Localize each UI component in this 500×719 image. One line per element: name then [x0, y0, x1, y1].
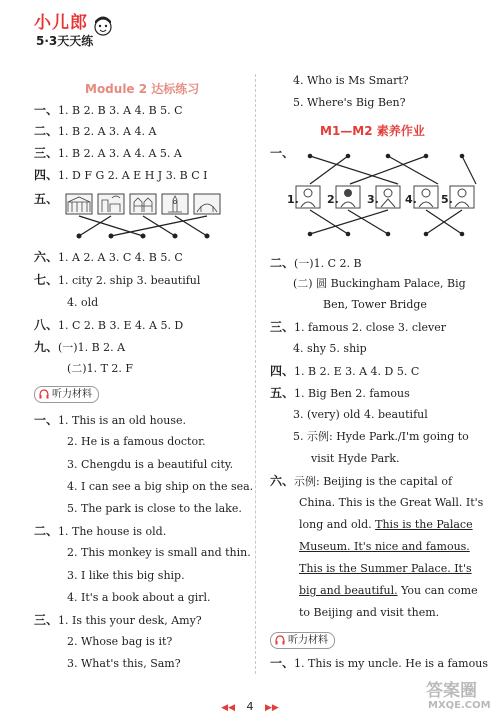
script-line: 2. This monkey is small and thin. [67, 546, 251, 559]
section-number: 一、 [270, 656, 295, 670]
answer-text: 示例: Beijing is the capital of [294, 475, 453, 488]
landmark-picture-4 [162, 194, 188, 214]
right-r4-row [270, 364, 419, 379]
left-s9-line2: (二)1. T 2. F [67, 362, 134, 375]
answer-text-row [299, 584, 478, 598]
script-line: 2. He is a famous doctor. [67, 435, 206, 448]
answer-text: long and old. [299, 518, 372, 531]
answer-text: 1. Big Ben 2. famous [294, 387, 410, 400]
script-line: 5. Where's Big Ben? [293, 96, 406, 109]
left-s1-row [34, 103, 183, 118]
script-line: 1. Is this your desk, Amy? [58, 614, 202, 627]
person-picture-5 [450, 186, 474, 208]
right-last-row [270, 656, 488, 671]
script-line: 5. The park is close to the lake. [67, 502, 242, 515]
listening-material-tag [34, 386, 99, 403]
answer-text: You can come [397, 584, 478, 597]
answer-text: 1. B 2. B 3. A 4. B 5. C [58, 104, 183, 117]
listening-label: 听力材料 [288, 635, 328, 646]
picture-number: 2. [327, 193, 339, 206]
left-s3-row [34, 146, 182, 161]
picture-number: 4. [405, 193, 417, 206]
brand-logo [34, 8, 114, 52]
watermark [420, 670, 496, 716]
answer-text: to Beijing and visit them. [299, 606, 440, 619]
script-line: 3. What's this, Sam? [67, 657, 181, 670]
section-number: 一、 [34, 103, 59, 117]
headphones-icon [39, 389, 49, 399]
script-line: 4. Who is Ms Smart? [293, 74, 409, 87]
picture-number: 5. [441, 193, 453, 206]
watermark-title: 答案圈 [426, 681, 477, 701]
column-divider [255, 74, 257, 674]
answer-text: visit Hyde Park. [311, 452, 400, 465]
section-number: 五、 [34, 192, 59, 206]
right-arrows-icon: ▶▶ [265, 703, 279, 713]
logo-top-text: 小儿郎 [34, 13, 88, 33]
person-picture-1 [296, 186, 320, 208]
script-line: 1. The house is old. [58, 525, 167, 538]
left-s6-row [34, 250, 183, 265]
script-line: 2. Whose bag is it? [67, 635, 173, 648]
listening-material-tag [270, 632, 335, 649]
headphones-icon [275, 635, 285, 645]
left-s9-row [34, 340, 125, 355]
section-number: 八、 [34, 318, 59, 332]
section-number: 九、 [34, 340, 59, 354]
section-number: 二、 [34, 124, 59, 138]
section-number: 一、 [34, 413, 59, 427]
section-number: 一、 [270, 146, 295, 160]
right-r5-row [270, 386, 410, 401]
answer-text: 1. B 2. A 3. A 4. A 5. A [58, 147, 182, 160]
underlined-text: This is the Palace [375, 518, 473, 531]
section-number: 五、 [270, 386, 295, 400]
right-r3-row [270, 320, 446, 335]
answer-text: 5. 示例: Hyde Park./I'm going to [293, 430, 469, 443]
answer-text: 1. city 2. ship 3. beautiful [58, 274, 201, 287]
left-s8-row [34, 318, 183, 333]
answer-text: 1. famous 2. close 3. clever [294, 321, 447, 334]
section-number: 四、 [34, 168, 59, 182]
script-line: 4. It's a book about a girl. [67, 591, 211, 604]
person-picture-3 [376, 186, 400, 208]
left-s4-row [34, 168, 208, 183]
landmark-picture-2 [98, 194, 124, 214]
left-s5-row [34, 192, 58, 207]
answer-text: 1. D F G 2. A E H J 3. B C I [58, 169, 208, 182]
answer-text: (一)1. B 2. A [58, 341, 126, 354]
person-picture-2 [336, 186, 360, 208]
picture-number: 3. [367, 193, 379, 206]
landmark-matching-diagram [64, 190, 246, 242]
left-t3-row [34, 613, 202, 628]
section-number: 三、 [34, 146, 59, 160]
section-number: 六、 [34, 250, 59, 264]
left-s2-row [34, 124, 156, 139]
left-s7-line2: 4. old [67, 296, 99, 309]
page-number: 4 [246, 700, 254, 713]
matching-lines [77, 216, 210, 239]
listening-label: 听力材料 [52, 389, 92, 400]
section-number: 四、 [270, 364, 295, 378]
left-s7-row [34, 273, 200, 288]
underlined-text: Museum. It's nice and famous. [299, 540, 470, 553]
watermark-url: MXQE.COM [428, 700, 491, 711]
answer-text: 3. (very) old 4. beautiful [293, 408, 428, 421]
answer-text: (二) 圆 Buckingham Palace, Big [293, 277, 466, 290]
logo-bottom-text: 5·3天天练 [36, 34, 94, 48]
answer-text: 1. A 2. A 3. C 4. B 5. C [58, 251, 183, 264]
section-number: 二、 [270, 256, 295, 270]
section-number: 六、 [270, 474, 295, 488]
script-line: 3. Chengdu is a beautiful city. [67, 458, 234, 471]
script-line: 4. I can see a big ship on the sea. [67, 480, 254, 493]
homework-title: M1—M2 素养作业 [320, 124, 425, 138]
mascot-face-icon [92, 12, 114, 38]
picture-number: 1. [287, 193, 299, 206]
answer-text: 4. shy 5. ship [293, 342, 367, 355]
right-r2-row [270, 256, 362, 271]
section-number: 二、 [34, 524, 59, 538]
answer-text: (一)1. C 2. B [294, 257, 362, 270]
script-line: 3. I like this big ship. [67, 569, 185, 582]
script-line: 1. This is an old house. [58, 414, 187, 427]
answer-text: Ben, Tower Bridge [323, 298, 427, 311]
section-number: 三、 [270, 320, 295, 334]
section-number: 三、 [34, 613, 59, 627]
answer-text: 1. C 2. B 3. E 4. A 5. D [58, 319, 184, 332]
landmark-picture-1 [66, 194, 92, 214]
left-t2-row [34, 524, 166, 539]
module-title: Module 2 达标练习 [85, 82, 200, 96]
section-number: 七、 [34, 273, 59, 287]
person-picture-4 [414, 186, 438, 208]
answer-text: China. This is the Great Wall. It's [299, 496, 484, 509]
script-line: 1. This is my uncle. He is a famous [294, 657, 488, 670]
answer-text: 1. B 2. E 3. A 4. D 5. C [294, 365, 420, 378]
left-t1-row [34, 413, 186, 428]
answer-text: 1. B 2. A 3. A 4. A [58, 125, 157, 138]
underlined-text: big and beautiful. [299, 584, 398, 597]
landmark-picture-5 [194, 194, 220, 214]
underlined-text: This is the Summer Palace. It's [299, 562, 472, 575]
right-r6-row [270, 474, 452, 489]
answer-text-row [299, 518, 473, 532]
left-arrows-icon: ◀◀ [221, 703, 235, 713]
landmark-picture-3 [130, 194, 156, 214]
